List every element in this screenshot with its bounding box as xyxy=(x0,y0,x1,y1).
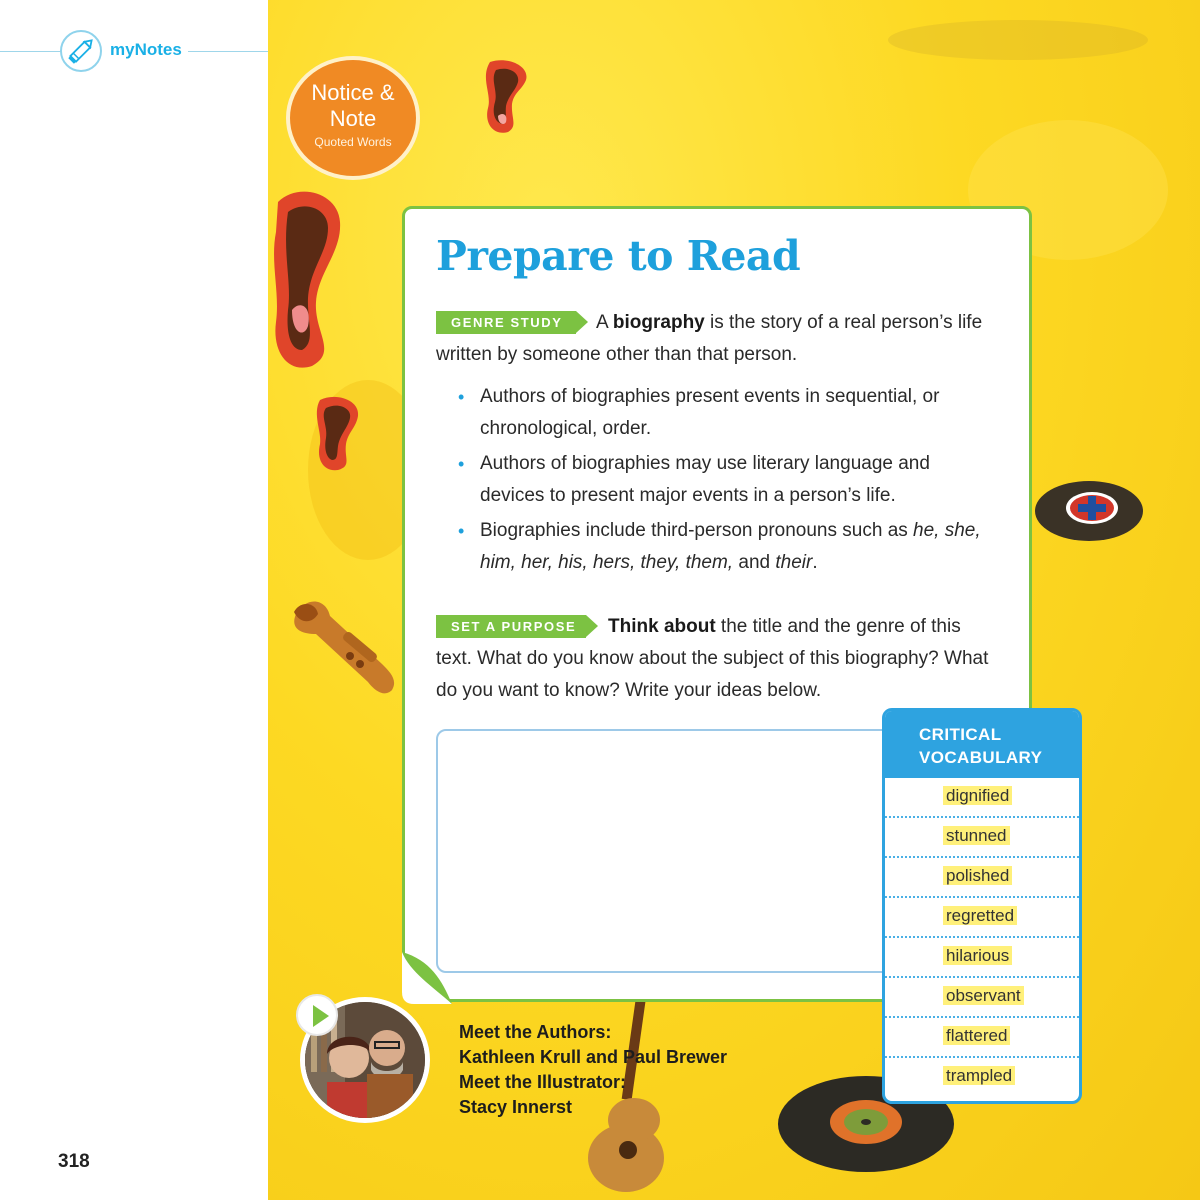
vocab-item[interactable] xyxy=(885,858,1079,898)
illustrator-name: Stacy Innerst xyxy=(459,1097,573,1117)
vocab-item[interactable] xyxy=(885,978,1079,1018)
vocab-item[interactable] xyxy=(885,938,1079,978)
vinyl-record-icon xyxy=(1034,476,1144,546)
genre-term: biography xyxy=(612,312,705,333)
set-a-purpose-tag: SET A PURPOSE xyxy=(436,615,586,638)
genre-bullet-list xyxy=(456,381,996,582)
bullet-text: Authors of biographies present events in sequential, or chronological, order. xyxy=(480,386,940,439)
list-item xyxy=(456,381,996,445)
notes-margin xyxy=(0,0,268,1200)
bullet-icon: • xyxy=(458,387,465,407)
singing-mouth-icon xyxy=(478,56,538,136)
vocab-item[interactable] xyxy=(885,898,1079,938)
genre-intro-post: is the story of a real person’s life written by someone other than that person. xyxy=(436,312,983,365)
vocab-header xyxy=(885,711,1079,778)
vocab-item[interactable] xyxy=(885,818,1079,858)
mynotes-pencil-icon[interactable] xyxy=(60,30,102,72)
vocab-header-line1: CRITICAL xyxy=(919,725,1002,744)
vocab-word[interactable]: dignified xyxy=(943,786,1012,805)
badge-title-line2: Note xyxy=(329,106,377,131)
vocab-item[interactable] xyxy=(885,778,1079,818)
vocab-word[interactable]: regretted xyxy=(943,906,1017,925)
vocab-word[interactable]: hilarious xyxy=(943,946,1012,965)
bullet-text: Authors of biographies may use literary language and devices to present major events in a person’s life. xyxy=(480,453,930,506)
trumpet-icon xyxy=(286,594,406,704)
mynotes-rule-right xyxy=(188,51,268,52)
set-a-purpose-paragraph xyxy=(436,611,996,707)
list-item xyxy=(456,448,996,512)
genre-intro-pre: A xyxy=(596,312,613,333)
page-title: Prepare to Read xyxy=(436,232,801,280)
vocab-item[interactable] xyxy=(885,1018,1079,1058)
singing-mouth-icon xyxy=(310,392,366,472)
pronoun-list: he, she, him, her, his, hers, they, them, xyxy=(480,520,981,573)
critical-vocabulary-panel xyxy=(882,708,1082,1104)
vocab-header-line2: VOCABULARY xyxy=(919,748,1043,767)
bullet-text-post: . xyxy=(812,552,818,573)
notice-and-note-badge xyxy=(286,56,420,180)
badge-subtitle: Quoted Words xyxy=(314,135,392,149)
list-item xyxy=(456,515,996,579)
mynotes-label[interactable]: myNotes xyxy=(110,40,182,59)
mynotes-rule-left xyxy=(0,51,62,52)
vocab-list xyxy=(885,778,1079,1098)
bullet-text-pre: Biographies include third-person pronouns such as xyxy=(480,520,914,541)
vocab-word[interactable]: trampled xyxy=(943,1066,1015,1085)
vocab-word[interactable]: stunned xyxy=(943,826,1010,845)
meet-the-authors xyxy=(459,1020,727,1120)
illustrator-heading: Meet the Illustrator: xyxy=(459,1072,627,1092)
bullet-icon: • xyxy=(458,454,465,474)
singing-mouth-icon xyxy=(268,182,348,372)
vocab-word[interactable]: observant xyxy=(943,986,1024,1005)
vocab-item[interactable] xyxy=(885,1058,1079,1098)
authors-heading: Meet the Authors: xyxy=(459,1022,612,1042)
page-number: 318 xyxy=(58,1151,90,1172)
vocab-word[interactable]: polished xyxy=(943,866,1012,885)
genre-study-tag: GENRE STUDY xyxy=(436,311,576,334)
vocab-word[interactable]: flattered xyxy=(943,1026,1010,1045)
purpose-lead: Think about xyxy=(608,616,716,637)
badge-title-line1: Notice & xyxy=(311,80,395,105)
authors-names: Kathleen Krull and Paul Brewer xyxy=(459,1047,728,1067)
genre-study-paragraph xyxy=(436,307,1016,371)
play-video-icon[interactable] xyxy=(296,994,338,1036)
pronoun-last: their xyxy=(775,552,813,573)
purpose-text: the title and the genre of this text. What do you know about the subject of this biography? What do you want to know? Write your ideas below. xyxy=(436,616,989,701)
bullet-text-mid: and xyxy=(733,552,776,573)
bullet-icon: • xyxy=(458,521,465,541)
